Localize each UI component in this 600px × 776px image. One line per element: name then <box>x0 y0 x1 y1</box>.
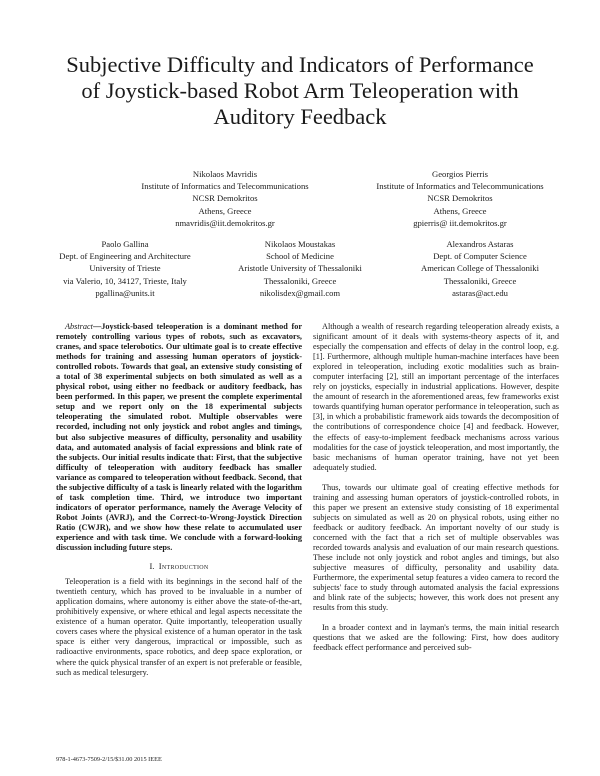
author-name: Paolo Gallina <box>101 239 149 249</box>
author-block-pierris <box>335 168 585 229</box>
paper-title <box>40 52 560 130</box>
author-email: pgallina@units.it <box>95 287 155 298</box>
author-name: Georgios Pierris <box>432 169 488 179</box>
left-column <box>56 322 302 678</box>
section-heading-introduction <box>56 561 302 571</box>
author-affiliation: School of Medicine <box>266 251 334 262</box>
right-paragraph-3: In a broader context and in layman's terms, the main initial research questions that we asked are the following: First, how does auditory feedback effect performance and perceived sub- <box>313 623 559 653</box>
author-affiliation: Institute of Informatics and Telecommunications <box>141 181 309 192</box>
author-institution: NCSR Demokritos <box>192 193 258 204</box>
right-paragraph-1: Although a wealth of research regarding teleoperation already exists, a significant amount of it deals with systems-theory aspects of it, and especially the compensation and effects of delay in the control loop, e.g. [1]. Furthermore, although multiple human-machine interfaces have been explored in teleoperation, including exotic modalities such as brain-computer interfacing [2], still an important percentage of the interfaces rely on joysticks, especially in industrial applications. However, despite the amount of research in the aforementioned areas, few frameworks exist towards quantifying human operator performance in teleoperation, such as [3], in which a probabilistic framework aids towards the decomposition of the contributions of correspondence choice [4] and feedback. However, the effects of easy-to-implement feedback mechanisms across various modalities for the case of joystick teleoperation, and most importantly, the basic mechanisms of human operator training, have not yet been adequately studied. <box>313 322 559 472</box>
abstract-label: Abstract <box>65 322 93 331</box>
abstract <box>56 322 302 553</box>
author-email: nikolisdex@gmail.com <box>259 287 341 298</box>
author-affiliation: Dept. of Computer Science <box>433 251 527 262</box>
author-block-astaras <box>380 238 580 299</box>
author-name: Alexandros Astaras <box>446 239 514 249</box>
author-email: astaras@act.edu <box>452 287 508 298</box>
author-email: gpierris@ iit.demokritos.gr <box>413 217 507 228</box>
author-location: via Valerio, 10, 34127, Trieste, Italy <box>63 275 187 286</box>
author-institution: NCSR Demokritos <box>427 193 493 204</box>
section-title: Introduction <box>158 561 209 572</box>
title-line-3: Auditory Feedback <box>213 104 387 129</box>
author-institution: University of Trieste <box>89 263 161 274</box>
author-block-moustakas <box>210 238 390 299</box>
author-location: Athens, Greece <box>198 205 252 216</box>
right-column <box>313 322 559 653</box>
copyright-identifier: 978-1-4673-7509-2/15/$31.00 2015 IEEE <box>56 756 162 763</box>
author-block-gallina <box>30 238 220 299</box>
author-institution: Aristotle University of Thessaloniki <box>238 263 362 274</box>
right-paragraph-2: Thus, towards our ultimate goal of creating effective methods for training and assessing human operators of joystick-controlled robots, in this paper we present an extensive study consisting of 18 experimental subjects on simulated as well as 20 on physical robots, using either no feedback or auditory feedback. An important novelty of our study is concerned with the fact that a rich set of multiple observables was recorded towards analysis and evaluation of our main research questions. These include not only joystick and robot angles and timings, but also subjective measures of difficulty, personality and usability data. Furthermore, the experimental setup features a video camera to record the subjects' face to study through automated analysis the facial expressions and blink rate of the subjects; however, this work does not present any results from this study. <box>313 482 559 613</box>
author-location: Thessaloniki, Greece <box>443 275 517 286</box>
title-line-2: of Joystick-based Robot Arm Teleoperation with <box>81 78 519 103</box>
author-name: Nikolaos Mavridis <box>192 169 258 179</box>
author-block-mavridis <box>100 168 350 229</box>
section-numeral: I. <box>149 561 155 572</box>
author-institution: American College of Thessaloniki <box>421 263 539 274</box>
author-email: nmavridis@iit.demokritos.gr <box>175 217 275 228</box>
intro-paragraph: Teleoperation is a field with its beginnings in the second half of the twentieth century, which has proved to be invaluable in a number of application domains, where autonomy is either above the state-of-the-art, prohibitively expensive, or where ethical and legal aspects necessitate the existence of a human operator. Quite importantly, teleoperation usually covers cases where the physical existence of a human operator in the task space is either very dangerous, impractical or impossible, such as radioactive environments, space robotics, and deep space exploration, or where the quick physical transfer of an expert is not preferable or feasible, such as medical telesurgery. <box>56 577 302 677</box>
abstract-text: —Joystick-based teleoperation is a dominant method for remotely controlling various types of robots, such as excavators, cranes, and space telerobotics. Our ultimate goal is to create effective methods for training and assessing human operators of joystick-controlled robots. Towards that goal, an extensive study consisting of a total of 38 experimental subjects on both simulated as well as a physical robot, using either no feedback or auditory feedback, has been performed. In this paper, we present the complete experimental setup and we report only on the 18 experimental subjects teleoperating the simulated robot. Multiple observables were recorded, including not only joystick and robot angles and timings, but also subjective measures of difficulty, personality and usability data, and automated analysis of facial expressions and blink rate of the subjects. Our initial results indicate that: First, that the subjective difficulty of teleoperation with auditory feedback has smaller variance as compared to teleoperation without feedback. Second, that the subjective difficulty of a task is linearly related with the logarithm of task completion time. Third, we introduce two important indicators of operator performance, namely the Average Velocity of Robot Joints (AVRJ), and the Correct-to-Wrong-Joystick Direction Ratio (CWJR), and we show how these relate to accumulated user experience and with task time. We conclude with a forward-looking discussion including future steps. <box>56 322 302 553</box>
title-line-1: Subjective Difficulty and Indicators of Performance <box>66 52 534 77</box>
author-affiliation: Dept. of Engineering and Architecture <box>59 251 191 262</box>
author-location: Thessaloniki, Greece <box>263 275 337 286</box>
author-location: Athens, Greece <box>433 205 487 216</box>
author-name: Nikolaos Moustakas <box>264 239 336 249</box>
author-affiliation: Institute of Informatics and Telecommunications <box>376 181 544 192</box>
